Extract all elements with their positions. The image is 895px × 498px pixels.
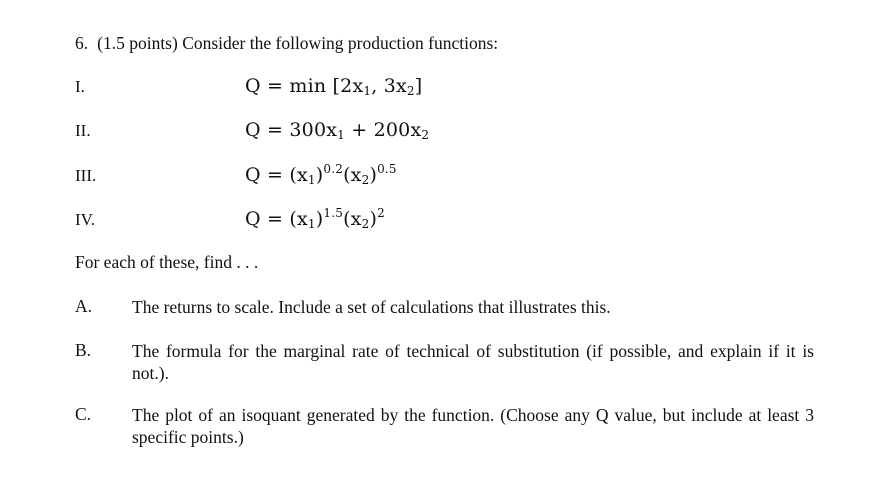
function-equation-3: $Q = (x_1)^{0.2}(x_2)^{0.5}$ (245, 162, 397, 187)
question-header (75, 33, 498, 54)
function-row-1 (75, 77, 775, 101)
question-number: 6. (75, 33, 89, 53)
function-label: III. (75, 166, 97, 185)
function-equation-1: $Q = \min [2x_1$, $3x_2$] (245, 75, 423, 98)
function-label: II. (75, 121, 91, 140)
function-row-4 (75, 206, 775, 234)
function-label: I. (75, 77, 85, 96)
part-letter: A. (75, 296, 93, 316)
function-equation-4: $Q = (x_1)^{1.5}(x_2)^2$ (245, 206, 385, 231)
part-text: The returns to scale. Include a set of calculations that illustrates this. (132, 297, 611, 317)
part-letter: C. (75, 404, 92, 424)
function-equation-2: $Q = 300x_1 + 200x_2$ (245, 119, 430, 142)
part-text: The plot of an isoquant generated by the function. (Choose any Q value, but include at least 3 specific points.) (132, 405, 814, 447)
part-letter: B. (75, 340, 92, 360)
question-title: (1.5 points) Consider the following production functions: (97, 33, 499, 53)
function-label: IV. (75, 210, 95, 229)
instruction-text: For each of these, find . . . (75, 252, 259, 272)
function-row-3 (75, 162, 775, 190)
part-text: The formula for the marginal rate of technical of substitution (if possible, and explain if it is not.). (132, 341, 814, 383)
function-row-2 (75, 121, 775, 145)
